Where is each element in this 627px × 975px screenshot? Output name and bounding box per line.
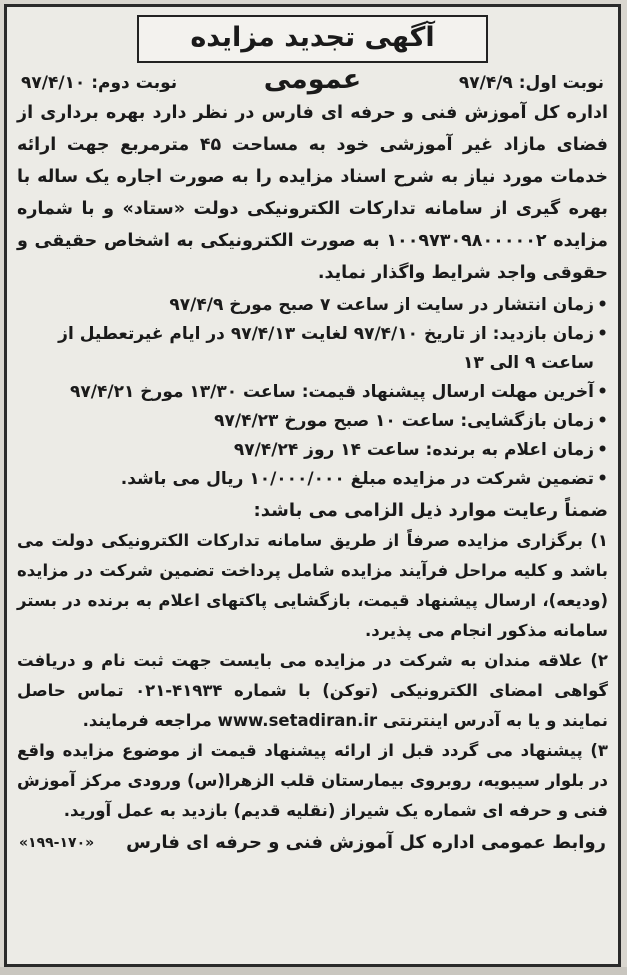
condition-item: ۳) پیشنهاد می گردد قبل از ارائه پیشنهاد قیمت از موضوع مزایده واقع در بلوار سیبویه، روبروی بیمارستان قلب الزهرا(س) ورودی مرکز آموزش فنی و حرفه ای شماره یک شیراز (نقلیه قدیم) بازدید به عمل آورید.: [17, 741, 608, 820]
second-round: نوبت دوم: ۹۷/۴/۱۰: [21, 73, 178, 93]
condition-item: ۲) علاقه مندان به شرکت در مزایده می بایست جهت ثبت نام و دریافت گواهی امضای الکترونیکی (توکن) با شماره ۴۱۹۳۴-۰۲۱ تماس حاصل نمایند و یا به آدرس اینترنتی www.setadiran.ir مراجعه فرمایند.: [17, 651, 609, 730]
condition-item: ۱) برگزاری مزایده صرفاً از طریق سامانه تدارکات الکترونیکی دولت می باشد و کلیه مراحل فرآیند مزایده شامل پرداخت تضمین شرکت در مزایده (ودیعه)، ارسال پیشنهاد قیمت، بازگشایی پاکتهای اعلام به برنده در بستر سامانه مذکور انجام می پذیرد.: [17, 531, 608, 640]
list-item: • زمان بازدید: از تاریخ ۹۷/۴/۱۰ لغایت ۹۷/۴/۱۳ در ایام غیرتعطیل از ساعت ۹ الی ۱۳: [17, 320, 608, 378]
ad-body: [7, 97, 618, 858]
schedule-list: [17, 291, 608, 494]
page-edge: [0, 967, 627, 975]
public-relations-signature: روابط عمومی اداره کل آموزش فنی و حرفه ای فارس: [126, 832, 606, 853]
list-item: • زمان انتشار در سایت از ساعت ۷ صبح مورخ ۹۷/۴/۹: [17, 291, 608, 320]
ad-code: «۱۹۹-۱۷۰»: [19, 835, 95, 851]
newspaper-ad: [4, 4, 621, 967]
list-item: • تضمین شرکت در مزایده مبلغ ۱۰/۰۰۰/۰۰۰ ریال می باشد.: [17, 465, 608, 494]
notice-heading: ضمناً رعایت موارد ذیل الزامی می باشد:: [253, 500, 608, 521]
footer: [17, 828, 608, 858]
list-item: • زمان بازگشایی: ساعت ۱۰ صبح مورخ ۹۷/۴/۲۳: [17, 407, 608, 436]
intro-paragraph: اداره کل آموزش فنی و حرفه ای فارس در نظر دارد بهره برداری از فضای مازاد غیر آموزشی خود به مساحت ۴۵ مترمربع جهت ارائه خدمات مورد نیاز به شرح اسناد مزایده را به صورت اجاره یک ساله با بهره گیری از سامانه تدارکات الکترونیکی دولت «ستاد» و با شماره مزایده ۱۰۰۹۷۳۰۹۸۰۰۰۰۰۲ به صورت الکترونیکی به اشخاص حقیقی و حقوقی واجد شرایط واگذار نماید.: [17, 103, 608, 283]
ad-title: آگهی تجدید مزایده عمومی: [137, 15, 488, 63]
list-item: • آخرین مهلت ارسال پیشنهاد قیمت: ساعت ۱۳/۳۰ مورخ ۹۷/۴/۲۱: [17, 378, 608, 407]
list-item: • زمان اعلام به برنده: ساعت ۱۴ روز ۹۷/۴/۲۴: [17, 436, 608, 465]
first-round: نوبت اول: ۹۷/۴/۹: [458, 73, 604, 93]
